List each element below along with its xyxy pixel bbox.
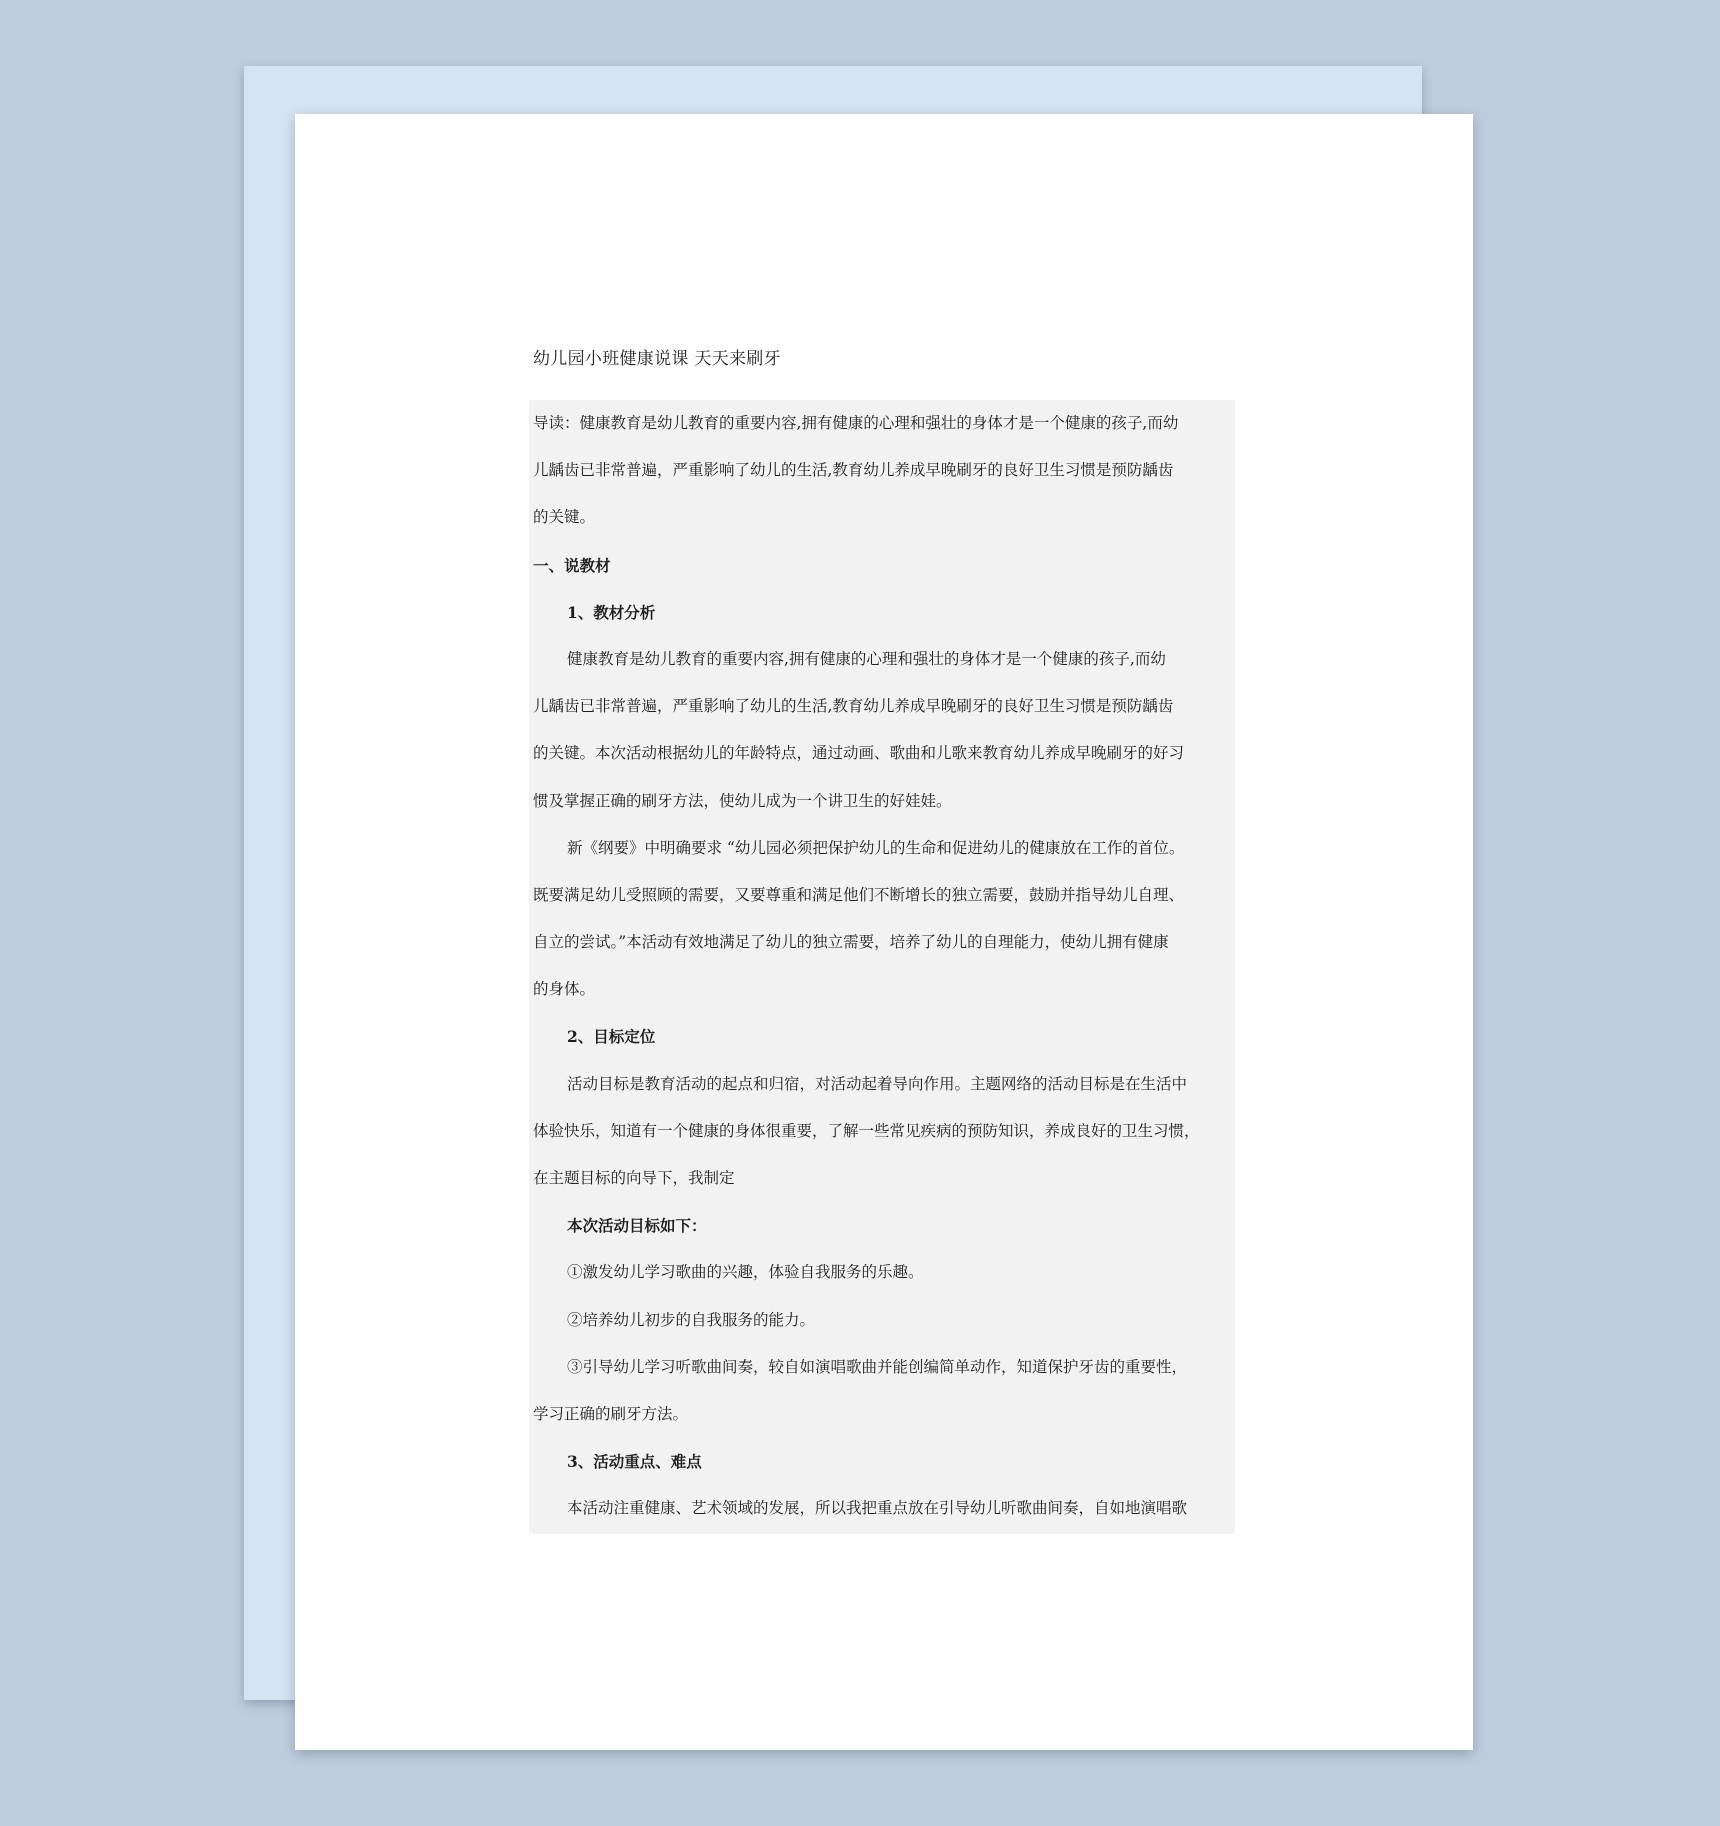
body-text-line: 儿龋齿已非常普遍，严重影响了幼儿的生活,教育幼儿养成早晚刷牙的良好卫生习惯是预防龋齿: [533, 697, 1174, 716]
body-text-line: 新《纲要》中明确要求 “幼儿园必须把保护幼儿的生命和促进幼儿的健康放在工作的首位。: [567, 838, 1185, 857]
section-heading-line: 一、说教材: [533, 555, 611, 575]
section-heading-line: 本次活动目标如下：: [567, 1216, 707, 1236]
body-text-line: 自立的尝试。”本活动有效地满足了幼儿的独立需要，培养了幼儿的自理能力，使幼儿拥有健康: [533, 933, 1169, 952]
body-text-line: 体验快乐，知道有一个健康的身体很重要，了解一些常见疾病的预防知识，养成良好的卫生习惯，: [533, 1121, 1200, 1140]
body-text-line: ③引导幼儿学习听歌曲间奏，较自如演唱歌曲并能创编简单动作，知道保护牙齿的重要性，: [567, 1357, 1188, 1376]
body-text-line: 既要满足幼儿受照顾的需要，又要尊重和满足他们不断增长的独立需要，鼓励并指导幼儿自理、: [533, 885, 1185, 904]
body-text-line: 本活动注重健康、艺术领域的发展，所以我把重点放在引导幼儿听歌曲间奏，自如地演唱歌: [567, 1499, 1188, 1518]
body-text-line: 的关键。: [533, 508, 596, 527]
body-text-line: 的身体。: [533, 980, 596, 999]
document-page: [295, 114, 1473, 1750]
body-text-line: 惯及掌握正确的刷牙方法，使幼儿成为一个讲卫生的好娃娃。: [533, 791, 952, 810]
body-text-line: 在主题目标的向导下，我制定: [533, 1169, 735, 1187]
document-body: [529, 400, 1235, 1534]
section-heading-line: 3、活动重点、难点: [567, 1452, 702, 1472]
document-title: 幼儿园小班健康说课 天天来刷牙: [533, 349, 781, 369]
body-text-line: 导读：健康教育是幼儿教育的重要内容,拥有健康的心理和强壮的身体才是一个健康的孩子,而幼: [533, 414, 1179, 432]
body-text-line: 儿龋齿已非常普遍，严重影响了幼儿的生活,教育幼儿养成早晚刷牙的良好卫生习惯是预防龋齿: [533, 461, 1174, 480]
body-text-line: 健康教育是幼儿教育的重要内容,拥有健康的心理和强壮的身体才是一个健康的孩子,而幼: [567, 649, 1166, 668]
section-heading-line: 1、教材分析: [567, 602, 656, 622]
body-text-line: ②培养幼儿初步的自我服务的能力。: [567, 1310, 816, 1329]
section-heading-line: 2、目标定位: [567, 1027, 656, 1047]
body-text-line: 的关键。本次活动根据幼儿的年龄特点，通过动画、歌曲和儿歌来教育幼儿养成早晚刷牙的好习: [533, 744, 1185, 763]
body-text-line: 学习正确的刷牙方法。: [533, 1404, 689, 1423]
body-text-line: ①激发幼儿学习歌曲的兴趣，体验自我服务的乐趣。: [567, 1263, 924, 1282]
body-text-line: 活动目标是教育活动的起点和归宿，对活动起着导向作用。主题网络的活动目标是在生活中: [567, 1074, 1188, 1093]
